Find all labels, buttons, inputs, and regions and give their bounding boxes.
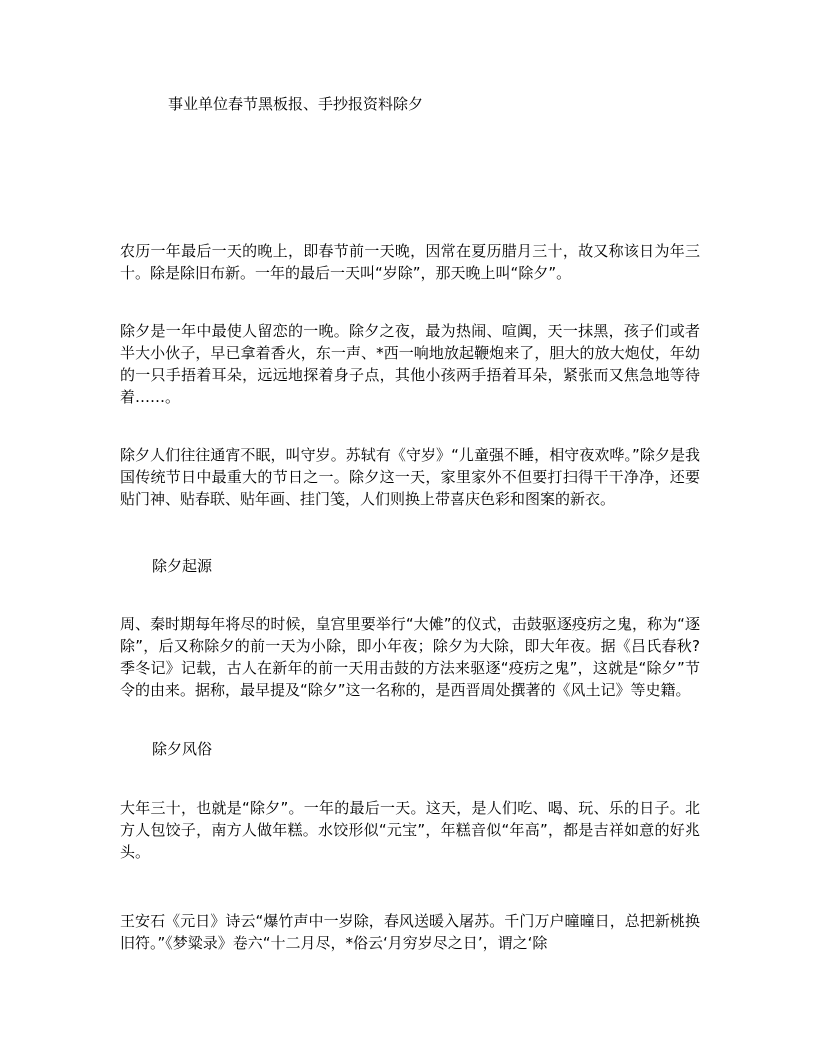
paragraph-origin: 周、秦时期每年将尽的时候，皇宫里要举行“大傩”的仪式，击鼓驱逐疫疠之鬼，称为“逐除”，后又称除夕的前一天为小除，即小年夜；除夕为大除，即大年夜。据《吕氏春秋?季冬记》记载，古人在新年的前一天用击鼓的方法来驱逐“疫疠之鬼”，这就是“除夕”节令的由来。据称，最早提及“除夕”这一名称的，是西晋周处撰著的《风土记》等史籍。 bbox=[120, 615, 700, 699]
paragraph-new-year-eve-definition: 农历一年最后一天的晚上，即春节前一天晚，因常在夏历腊月三十，故又称该日为年三十。除是除旧布新。一年的最后一天叫“岁除”，那天晚上叫“除夕”。 bbox=[120, 242, 700, 282]
paragraph-shousui: 除夕人们往往通宵不眠，叫守岁。苏轼有《守岁》“儿童强不睡，相守夜欢哗。”除夕是我国传统节日中最重大的节日之一。除夕这一天，家里家外不但要打扫得干干净净，还要贴门神、贴春联、贴年画、挂门笺，人们则换上带喜庆色彩和图案的新衣。 bbox=[120, 446, 700, 508]
paragraph-night-firecrackers: 除夕是一年中最使人留恋的一晚。除夕之夜，最为热闹、喧阗，天一抹黑，孩子们或者半大小伙子，早已拿着香火，东一声、*西一响地放起鞭炮来了，胆大的放大炮仗，年幼的一只手捂着耳朵，远远地探着身子点，其他小孩两手捂着耳朵，紧张而又焦急地等待着……。 bbox=[120, 322, 700, 406]
heading-customs: 除夕风俗 bbox=[152, 740, 213, 758]
paragraph-customs: 大年三十，也就是“除夕”。一年的最后一天。这天，是人们吃、喝、玩、乐的日子。北方人包饺子，南方人做年糕。水饺形似“元宝”，年糕音似“年高”，都是吉祥如意的好兆头。 bbox=[120, 799, 700, 861]
paragraph-poem: 王安石《元日》诗云“爆竹声中一岁除，春风送暖入屠苏。千门万户曈曈日，总把新桃换旧符。”《梦粱录》卷六“十二月尽，*俗云‘月穷岁尽之日’，谓之‘除 bbox=[120, 912, 700, 952]
page-title: 事业单位春节黑板报、手抄报资料除夕 bbox=[168, 95, 424, 113]
heading-origin: 除夕起源 bbox=[152, 557, 213, 575]
